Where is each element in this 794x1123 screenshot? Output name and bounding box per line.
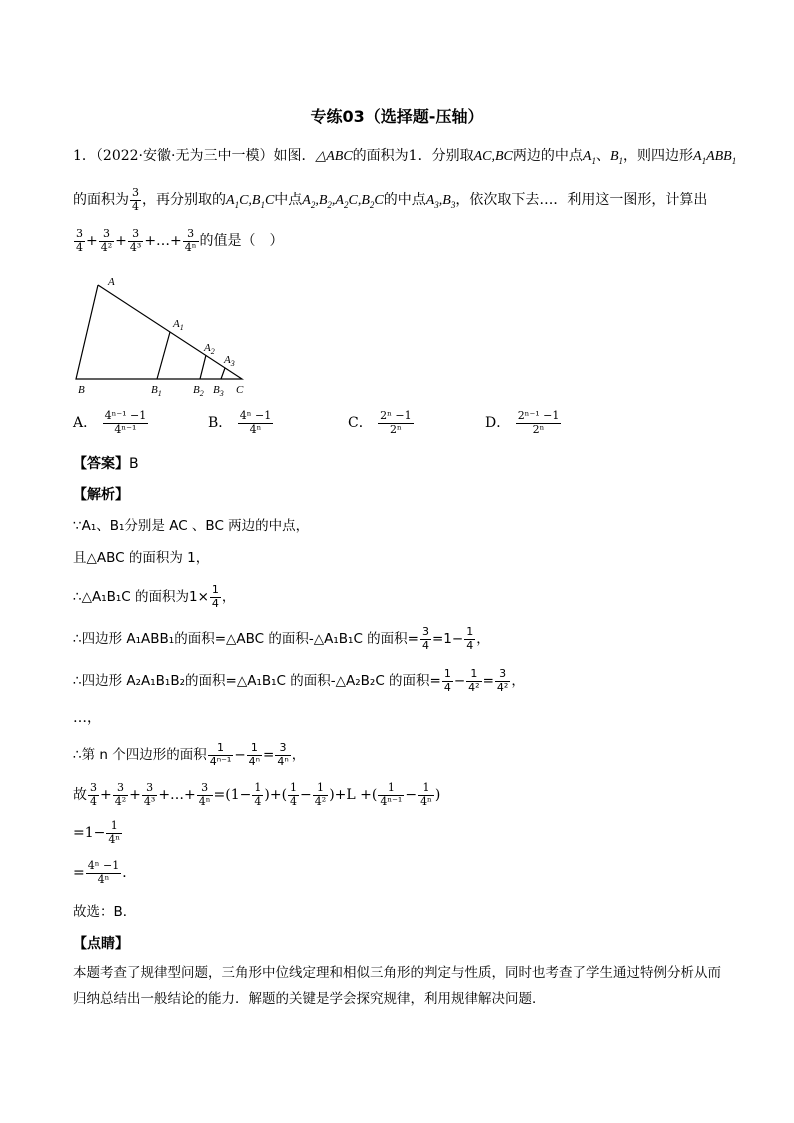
point-a1: $A_1$ [582,149,596,166]
analysis-line-11: 故选：B． [73,904,137,920]
option-d[interactable]: D． $\frac{\text{2ⁿ⁻¹ −1}}{\text{2ⁿ}}$ [485,409,560,436]
triangle-figure [70,272,260,397]
option-b[interactable]: B． $\frac{\text{4ⁿ −1}}{\text{4ⁿ}}$ [208,409,272,436]
analysis-line-10: = $\frac{\text{4ⁿ −1}}{\text{4ⁿ}}$ ． [73,859,137,886]
analysis-line-1: ∵A₁、B₁分别是 AC 、BC 两边的中点， [73,518,310,534]
analysis-line-9: =1− $\frac{1}{\text{4ⁿ}}$ [73,819,121,846]
segment-a1b1 [157,332,170,379]
question-line-2: 的面积为 $\frac{3}{4}$ ，再分别取的$A_1C,B_1C$中点$A_2,B_2,A_2C,B_2C$的中点$A_3,B_3$，依次取下去…．利用这一图形，计算出 [73,186,708,213]
question-line-1: 1．（2022·安徽·无为三中一模）如图．△ABC的面积为1．分别取AC,BC两边的中点$A_1$、$B_1$，则四边形$A_1ABB_1$ [73,148,737,166]
label-a3: $A_3$ [224,354,235,368]
label-b1: $B_1$ [151,384,162,397]
question-line-3: $\frac{3}{4}$ + $\frac{3}{\text{4²}}$ + $\frac{3}{\text{4³}}$ +…+ $\frac{3}{\text{4ⁿ}}$ 的值是（ ） [76,227,284,254]
analysis-line-7: ∴第 n 个四边形的面积 $\frac{1}{\text{4ⁿ⁻¹}}$ − $\frac{1}{\text{4ⁿ}}$ = $\frac{3}{\text{4ⁿ}}$ ， [73,741,306,768]
answer-line [73,454,139,474]
analysis-line-4: ∴四边形 A₁ABB₁的面积=△ABC 的面积-△A₁B₁C 的面积= $\frac{3}{4}$ =1− $\frac{1}{4}$ ， [73,625,490,652]
label-b2: $B_2$ [193,384,204,397]
answer-tag: 【答案】 [73,456,129,472]
label-c: C [236,384,244,396]
triangle-symbol: △ABC [315,149,353,164]
question-number: 1． [73,148,96,164]
triangle-outline [76,285,242,379]
answer-value: B [129,456,139,472]
comment-tag: 【点睛】 [73,936,129,952]
analysis-line-5: ∴四边形 A₂A₁B₁B₂的面积=△A₁B₁C 的面积-△A₂B₂C 的面积= $\frac{1}{4}$ − $\frac{1}{\text{4²}}$ = $\frac{3}{\text{4²}}$ ， [73,667,525,694]
option-c[interactable]: C． $\frac{\text{2ⁿ −1}}{\text{2ⁿ}}$ [348,409,412,436]
segment-a3b3 [221,368,225,379]
option-a[interactable]: A． $\frac{\text{4ⁿ⁻¹ −1}}{\text{4ⁿ⁻¹}}$ [73,409,147,436]
comment-text: 本题考查了规律型问题，三角形中位线定理和相似三角形的判定与性质，同时也考查了学生通过特例分析从而归纳总结出一般结论的能力．解题的关键是学会探究规律，利用规律解决问题． [73,965,721,1007]
analysis-line-3: ∴△A₁B₁C 的面积为1× $\frac{1}{4}$ ， [73,583,236,610]
label-a1: $A_1$ [173,318,184,332]
fraction-3-4: $\frac{3}{4}$ [132,186,139,213]
label-b3: $B_3$ [213,384,224,397]
label-b: B [78,384,85,396]
analysis-line-6: …， [73,710,101,726]
analysis-line-2: 且△ABC 的面积为 1， [73,550,210,566]
quad-a1abb1: $A_1ABB_1$ [693,149,737,166]
analysis-line-8: 故 $\frac{3}{4}$ + $\frac{3}{\text{4²}}$ + $\frac{3}{\text{4³}}$ +…+ $\frac{3}{\text{4ⁿ}}$ =(1− $\frac{1}{4}$ )+( $\frac{1}{4}$ − $\frac{1}{\text{4²}}$ )+L +( $\frac{1}{\text{4ⁿ⁻¹}}$ − $\frac{1}{\text{4ⁿ}}$ ) [73,781,441,808]
page-title: 专练03（选择题-压轴） [310,107,484,126]
label-a: A [108,276,115,288]
question-source: （2022·安徽·无为三中一模） [95,148,274,164]
point-b1: $B_1$ [609,149,623,166]
segment-a2b2 [200,355,206,379]
analysis-tag: 【解析】 [73,487,129,503]
label-a2: $A_2$ [204,342,215,356]
